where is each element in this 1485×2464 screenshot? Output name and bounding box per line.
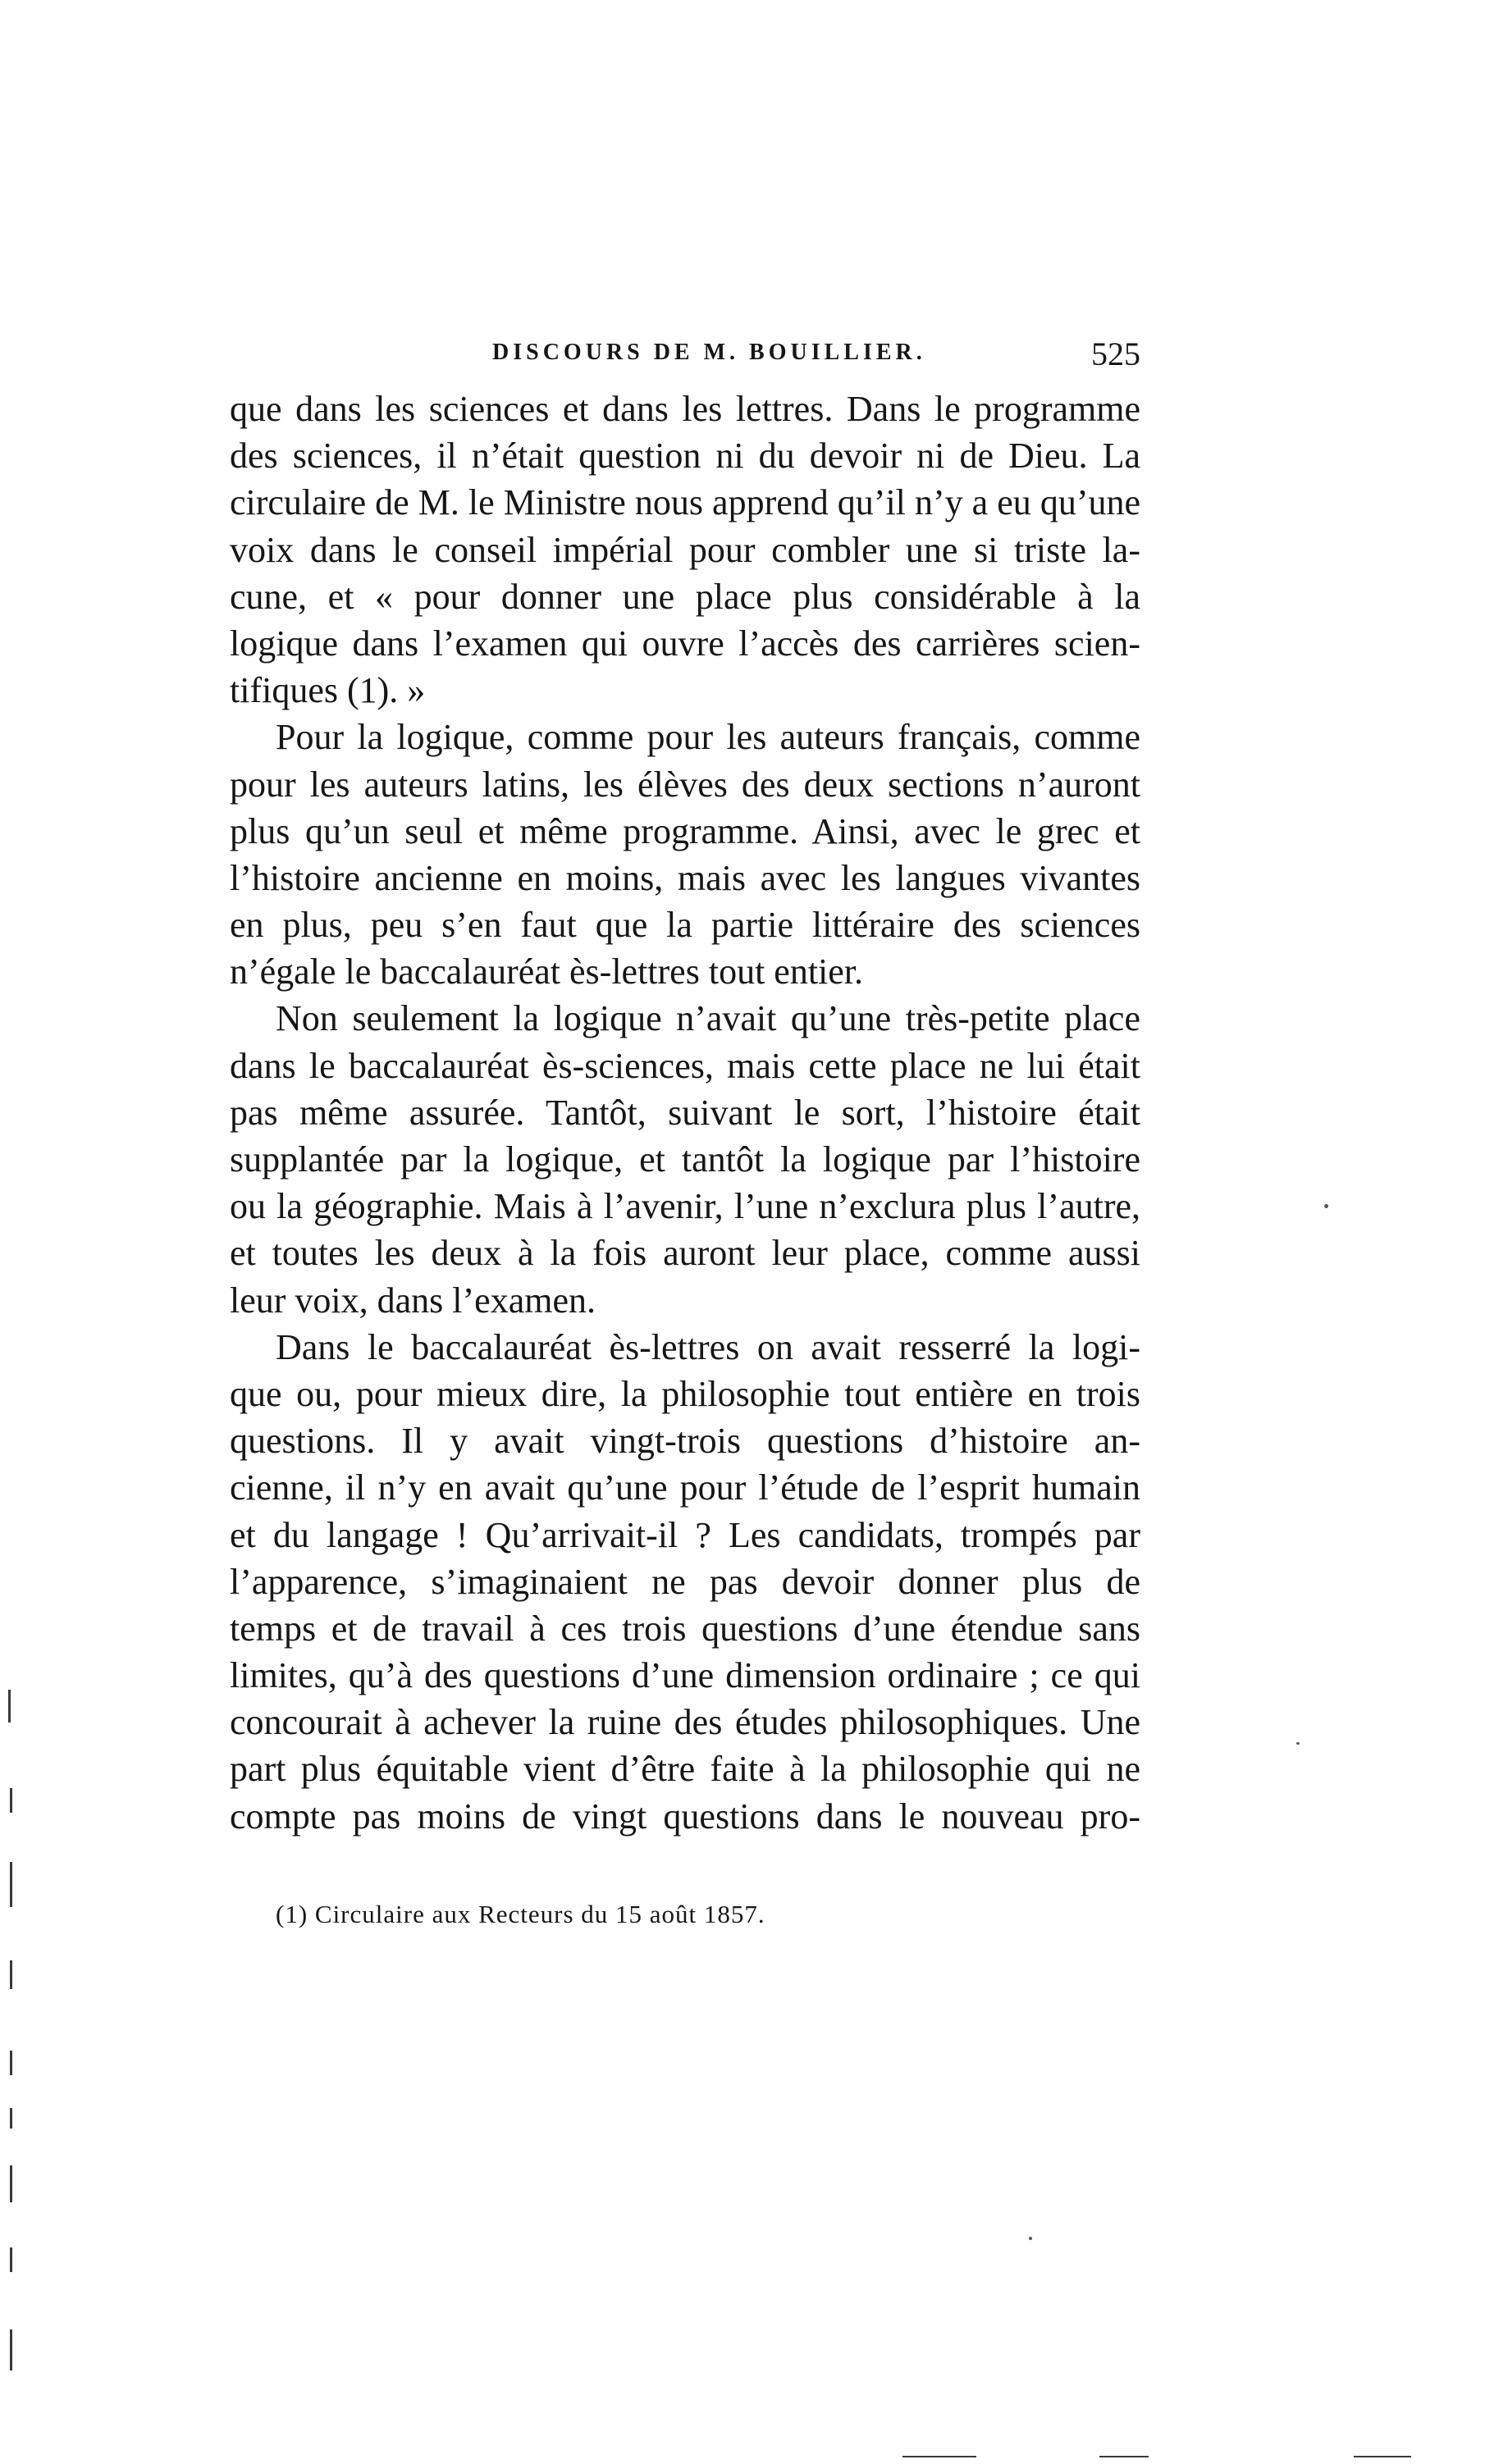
- text-line: des sciences, il n’était question ni du devoir ni de Dieu. La: [230, 436, 1140, 477]
- scan-mark: [10, 2247, 12, 2272]
- scan-speck: [1296, 1742, 1300, 1745]
- text-line: supplantée par la logique, et tantôt la logique par l’histoire: [230, 1139, 1140, 1180]
- text-line: leur voix, dans l’examen.: [230, 1280, 596, 1321]
- text-line: temps et de travail à ces trois questions d’une étendue sans: [230, 1608, 1140, 1649]
- scan-mark: [10, 1788, 12, 1813]
- scan-mark: [902, 2456, 976, 2457]
- text-line: logique dans l’examen qui ouvre l’accès des carrières scien-: [230, 623, 1140, 664]
- text-line: Pour la logique, comme pour les auteurs français, comme: [276, 717, 1140, 758]
- text-line: en plus, peu s’en faut que la partie littéraire des sciences: [230, 905, 1140, 946]
- scan-mark: [1354, 2456, 1411, 2457]
- scan-mark: [8, 1690, 11, 1723]
- text-line: et du langage ! Qu’arrivait-il ? Les candidats, trompés par: [230, 1514, 1140, 1555]
- scan-mark: [10, 2165, 12, 2202]
- text-line: que ou, pour mieux dire, la philosophie tout entière en trois: [230, 1373, 1140, 1414]
- body-text: [230, 386, 1140, 1840]
- text-line: circulaire de M. le Ministre nous apprend qu’il n’y a eu qu’une: [230, 482, 1140, 523]
- scan-mark: [10, 2108, 12, 2129]
- scan-mark: [10, 1960, 12, 1989]
- text-line: l’histoire ancienne en moins, mais avec les langues vivantes: [230, 857, 1140, 898]
- scan-mark: [10, 2051, 12, 2075]
- text-line: pour les auteurs latins, les élèves des deux sections n’auront: [230, 764, 1140, 805]
- text-line: limites, qu’à des questions d’une dimension ordinaire ; ce qui: [230, 1655, 1140, 1696]
- text-line: part plus équitable vient d’être faite à la philosophie qui ne: [230, 1749, 1140, 1790]
- text-line: plus qu’un seul et même programme. Ainsi, avec le grec et: [230, 810, 1140, 851]
- text-line: compte pas moins de vingt questions dans le nouveau pro-: [230, 1796, 1140, 1837]
- running-head: [230, 335, 1140, 384]
- scan-mark: [1099, 2456, 1149, 2457]
- text-line: cune, et « pour donner une place plus considérable à la: [230, 576, 1140, 617]
- text-line: ou la géographie. Mais à l’avenir, l’une n’exclura plus l’autre,: [230, 1186, 1140, 1227]
- text-line: que dans les sciences et dans les lettres. Dans le programme: [230, 389, 1140, 429]
- text-line: Dans le baccalauréat ès-lettres on avait resserré la logi-: [276, 1326, 1140, 1367]
- text-line: voix dans le conseil impérial pour combler une si triste la-: [230, 529, 1140, 570]
- running-title: DISCOURS DE M. BOUILLIER.: [492, 340, 926, 365]
- text-line: l’apparence, s’imaginaient ne pas devoir donner plus de: [230, 1561, 1140, 1602]
- text-line: et toutes les deux à la fois auront leur place, comme aussi: [230, 1233, 1140, 1274]
- text-line: cienne, il n’y en avait qu’une pour l’étude de l’esprit humain: [230, 1467, 1140, 1508]
- text-line: Non seulement la logique n’avait qu’une très-petite place: [276, 998, 1140, 1039]
- page-number: 525: [1091, 335, 1140, 372]
- text-line: concourait à achever la ruine des études philosophiques. Une: [230, 1702, 1140, 1743]
- scan-speck: [1324, 1204, 1328, 1208]
- scan-speck: [1029, 2237, 1032, 2240]
- text-line: dans le baccalauréat ès-sciences, mais cette place ne lui était: [230, 1045, 1140, 1086]
- text-line: tifiques (1). »: [230, 670, 426, 711]
- scan-mark: [10, 2329, 12, 2370]
- scan-mark: [10, 1862, 12, 1907]
- footnote: (1) Circulaire aux Recteurs du 15 août 1857.: [276, 1900, 765, 1928]
- text-line: n’égale le baccalauréat ès-lettres tout entier.: [230, 951, 864, 992]
- text-line: pas même assurée. Tantôt, suivant le sort, l’histoire était: [230, 1092, 1140, 1133]
- text-line: questions. Il y avait vingt-trois questions d’histoire an-: [230, 1421, 1140, 1462]
